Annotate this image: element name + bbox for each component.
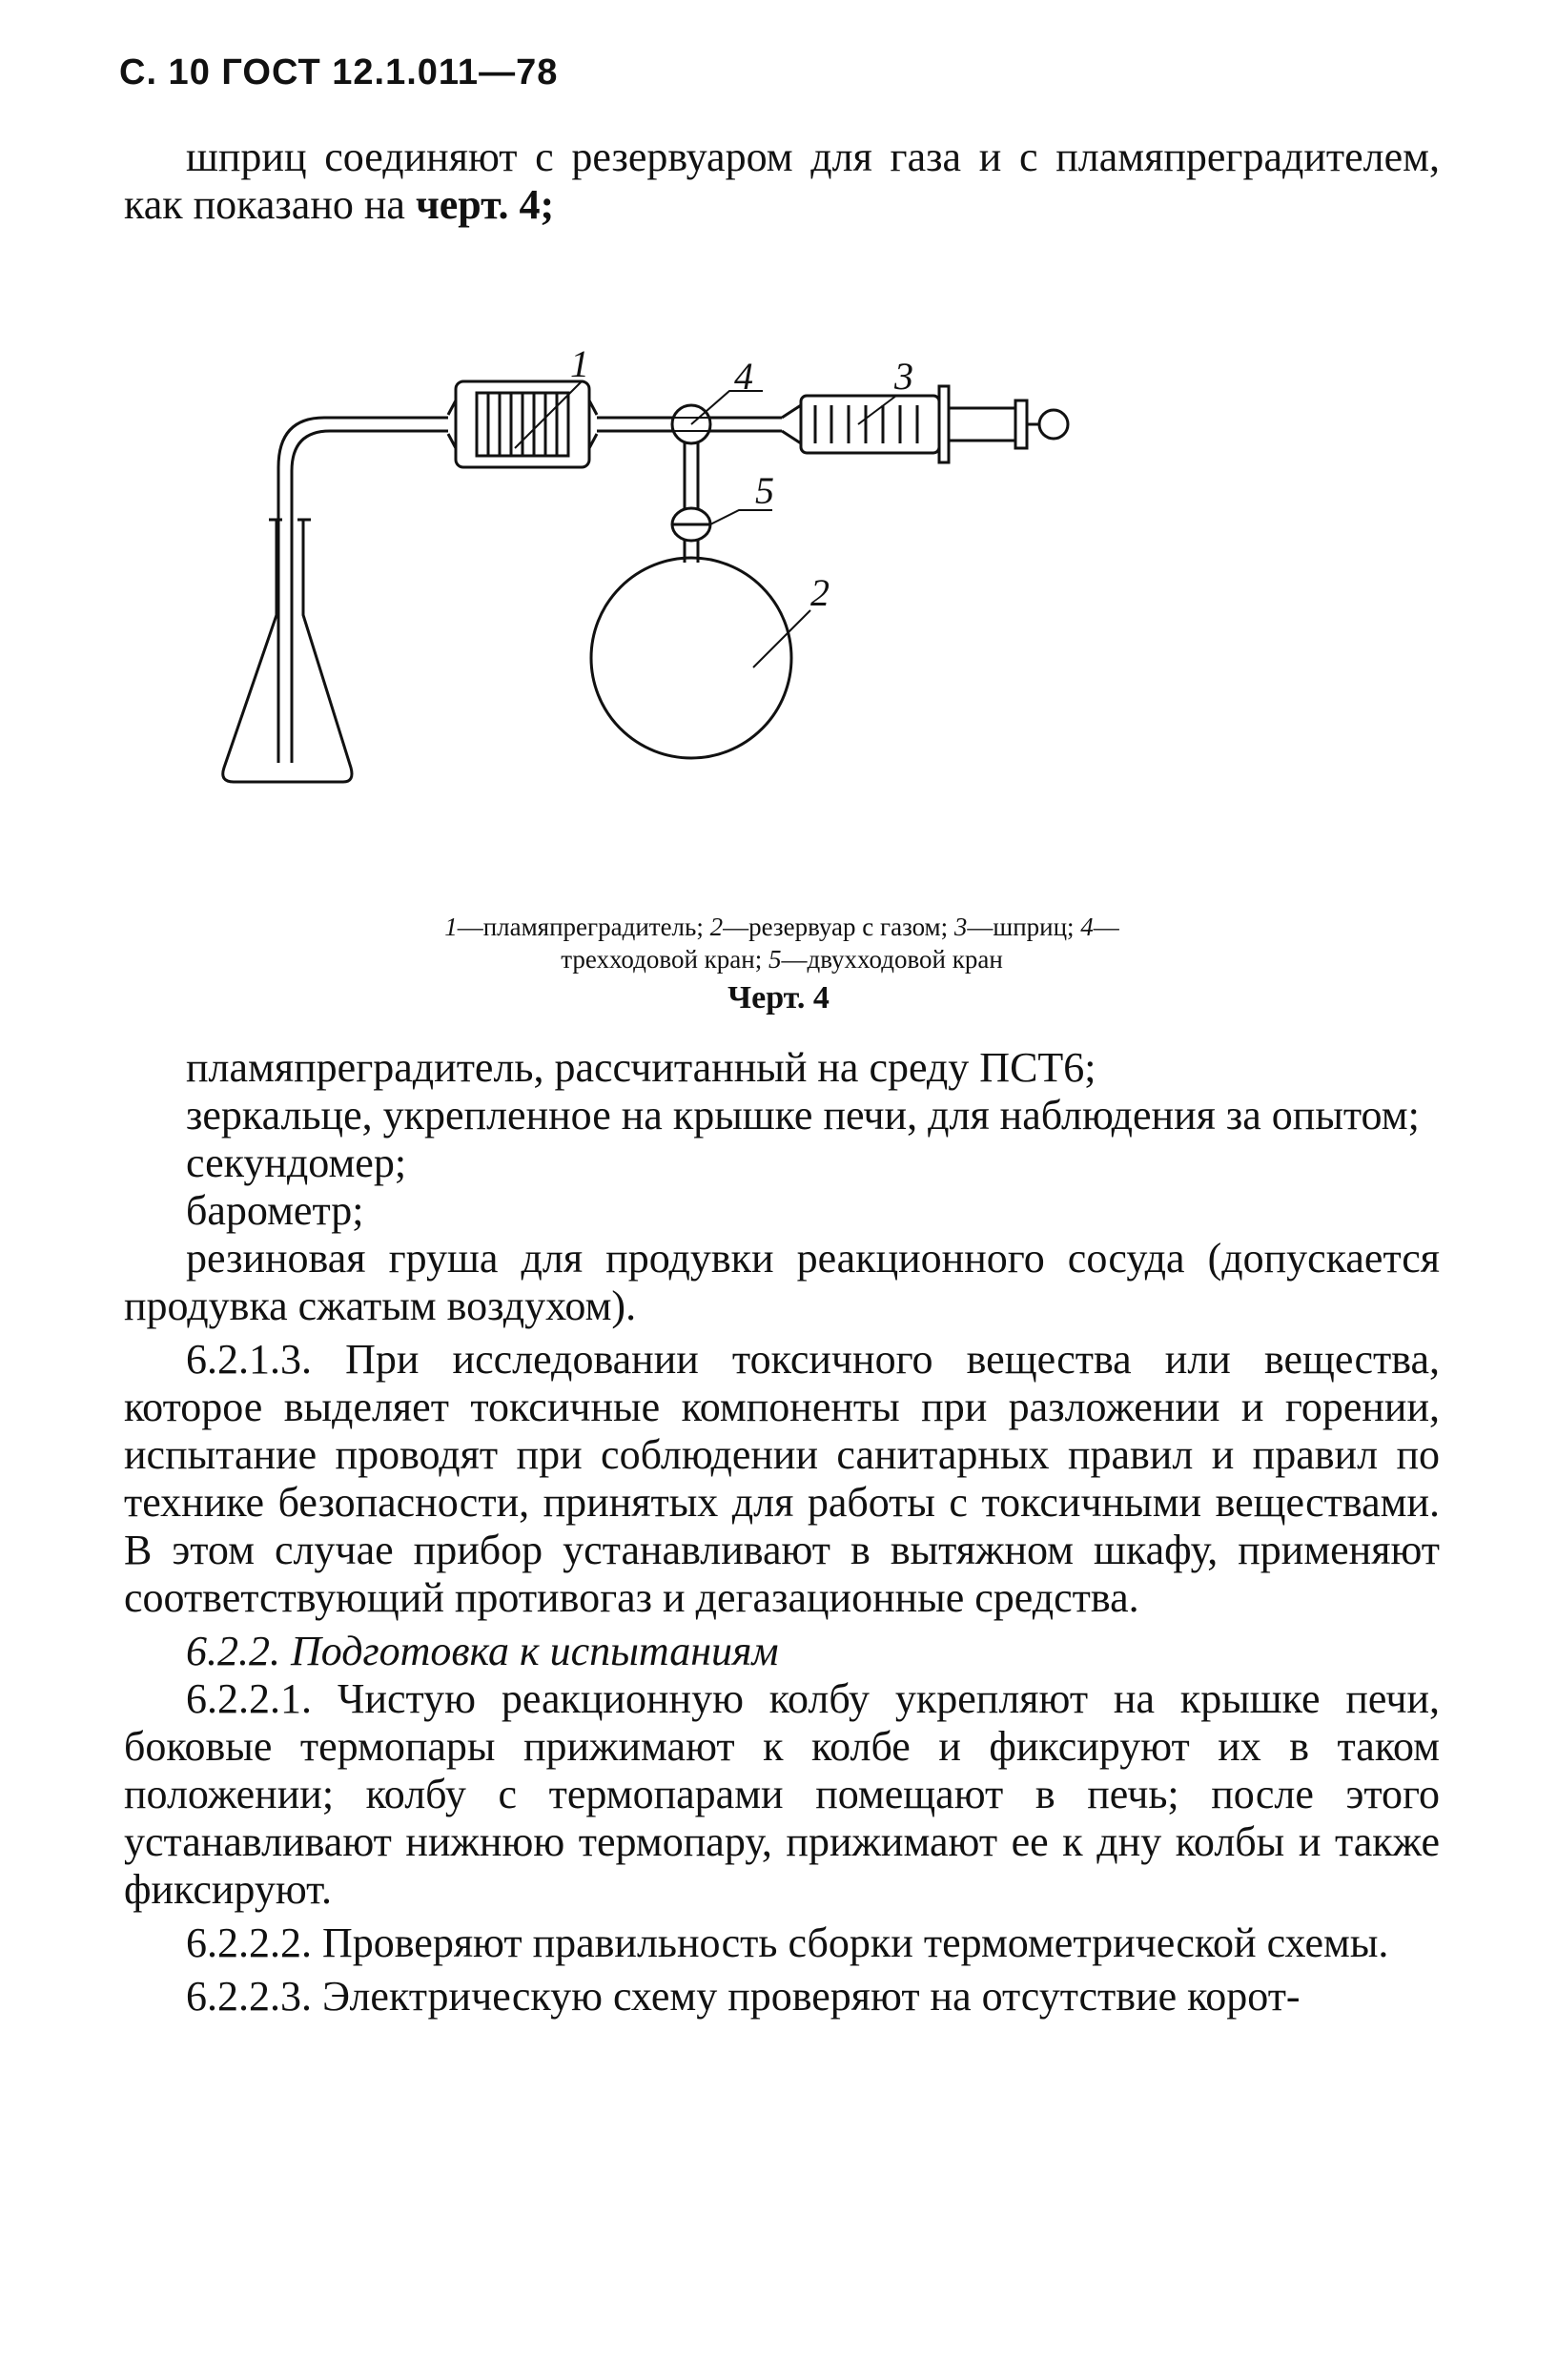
page-header: С. 10 ГОСТ 12.1.011—78: [119, 52, 559, 92]
caption-text-5: —двухходовой кран: [781, 945, 1003, 974]
intro-paragraph: [124, 133, 1440, 229]
label-1: 1: [570, 342, 589, 385]
caption-text-3: —шприц;: [967, 913, 1081, 941]
caption-num-5: 5: [768, 945, 782, 974]
flame-arrestor-drawing: [448, 381, 597, 467]
caption-text-4: —трехходовой кран;: [561, 913, 1119, 974]
caption-text-2: —резервуар с газом;: [723, 913, 954, 941]
three-way-valve-drawing: [672, 405, 710, 510]
label-2: 2: [810, 571, 830, 614]
intro-text: шприц соединяют с резервуаром для газа и с пламяпреградителем, как показано на: [124, 133, 1440, 228]
list-item: секундомер;: [186, 1139, 407, 1186]
caption-num-3: 3: [953, 913, 968, 941]
caption-num-2: 2: [709, 913, 724, 941]
apparatus-figure: [191, 286, 1383, 896]
gas-reservoir-drawing: [591, 558, 791, 758]
paragraph-6-2-1-3: 6.2.1.3. При исследовании токсичного вещества или вещества, которое выделяет токсичные компоненты при разложении и горении, испытание проводят при соблюдении санитарных правил и правил по технике безопасности, принятых для работы с токсичными веществами. В этом случае прибор устанавливают в вытяжном шкафу, применяют соответствующий противогаз и дегазационные средства.: [124, 1336, 1440, 1621]
paragraph-6-2-2-1: 6.2.2.1. Чистую реакционную колбу укрепляют на крышке печи, боковые термопары прижимают к колбе и фиксируют их в таком положении; колбу с термопарами помещают в печь; после этого устанавливают нижнюю термопару, прижимают ее к дну колбы и также фиксируют.: [124, 1675, 1440, 1913]
label-4: 4: [734, 355, 753, 398]
figure-caption: [400, 911, 1163, 975]
section-heading: 6.2.2. Подготовка к испытаниям: [186, 1628, 779, 1674]
paragraph-6-2-2-2: 6.2.2.2. Проверяют правильность сборки термометрической схемы.: [186, 1919, 1389, 1966]
caption-num-4: 4: [1080, 913, 1094, 941]
intro-ref: черт. 4;: [415, 181, 555, 228]
equipment-list: [124, 1044, 1440, 2021]
label-3: 3: [894, 355, 913, 398]
list-item: пламяпреградитель, рассчитанный на среду ПСТ6;: [186, 1044, 1096, 1091]
caption-num-1: 1: [444, 913, 458, 941]
flask-drawing: [223, 520, 352, 782]
caption-text-1: —пламяпреградитель;: [457, 913, 710, 941]
list-item: резиновая груша для продувки реакционного сосуда (допускается продувка сжатым воздухом).: [124, 1235, 1440, 1329]
label-5: 5: [755, 469, 774, 512]
two-way-valve-drawing: [672, 508, 710, 563]
figure-title: Черт. 4: [727, 980, 830, 1016]
paragraph-6-2-2-3: 6.2.2.3. Электрическую схему проверяют на отсутствие корот-: [186, 1973, 1301, 2020]
syringe-drawing: [782, 386, 1068, 462]
list-item: барометр;: [186, 1187, 364, 1234]
list-item: зеркальце, укрепленное на крышке печи, для наблюдения за опытом;: [186, 1092, 1420, 1139]
